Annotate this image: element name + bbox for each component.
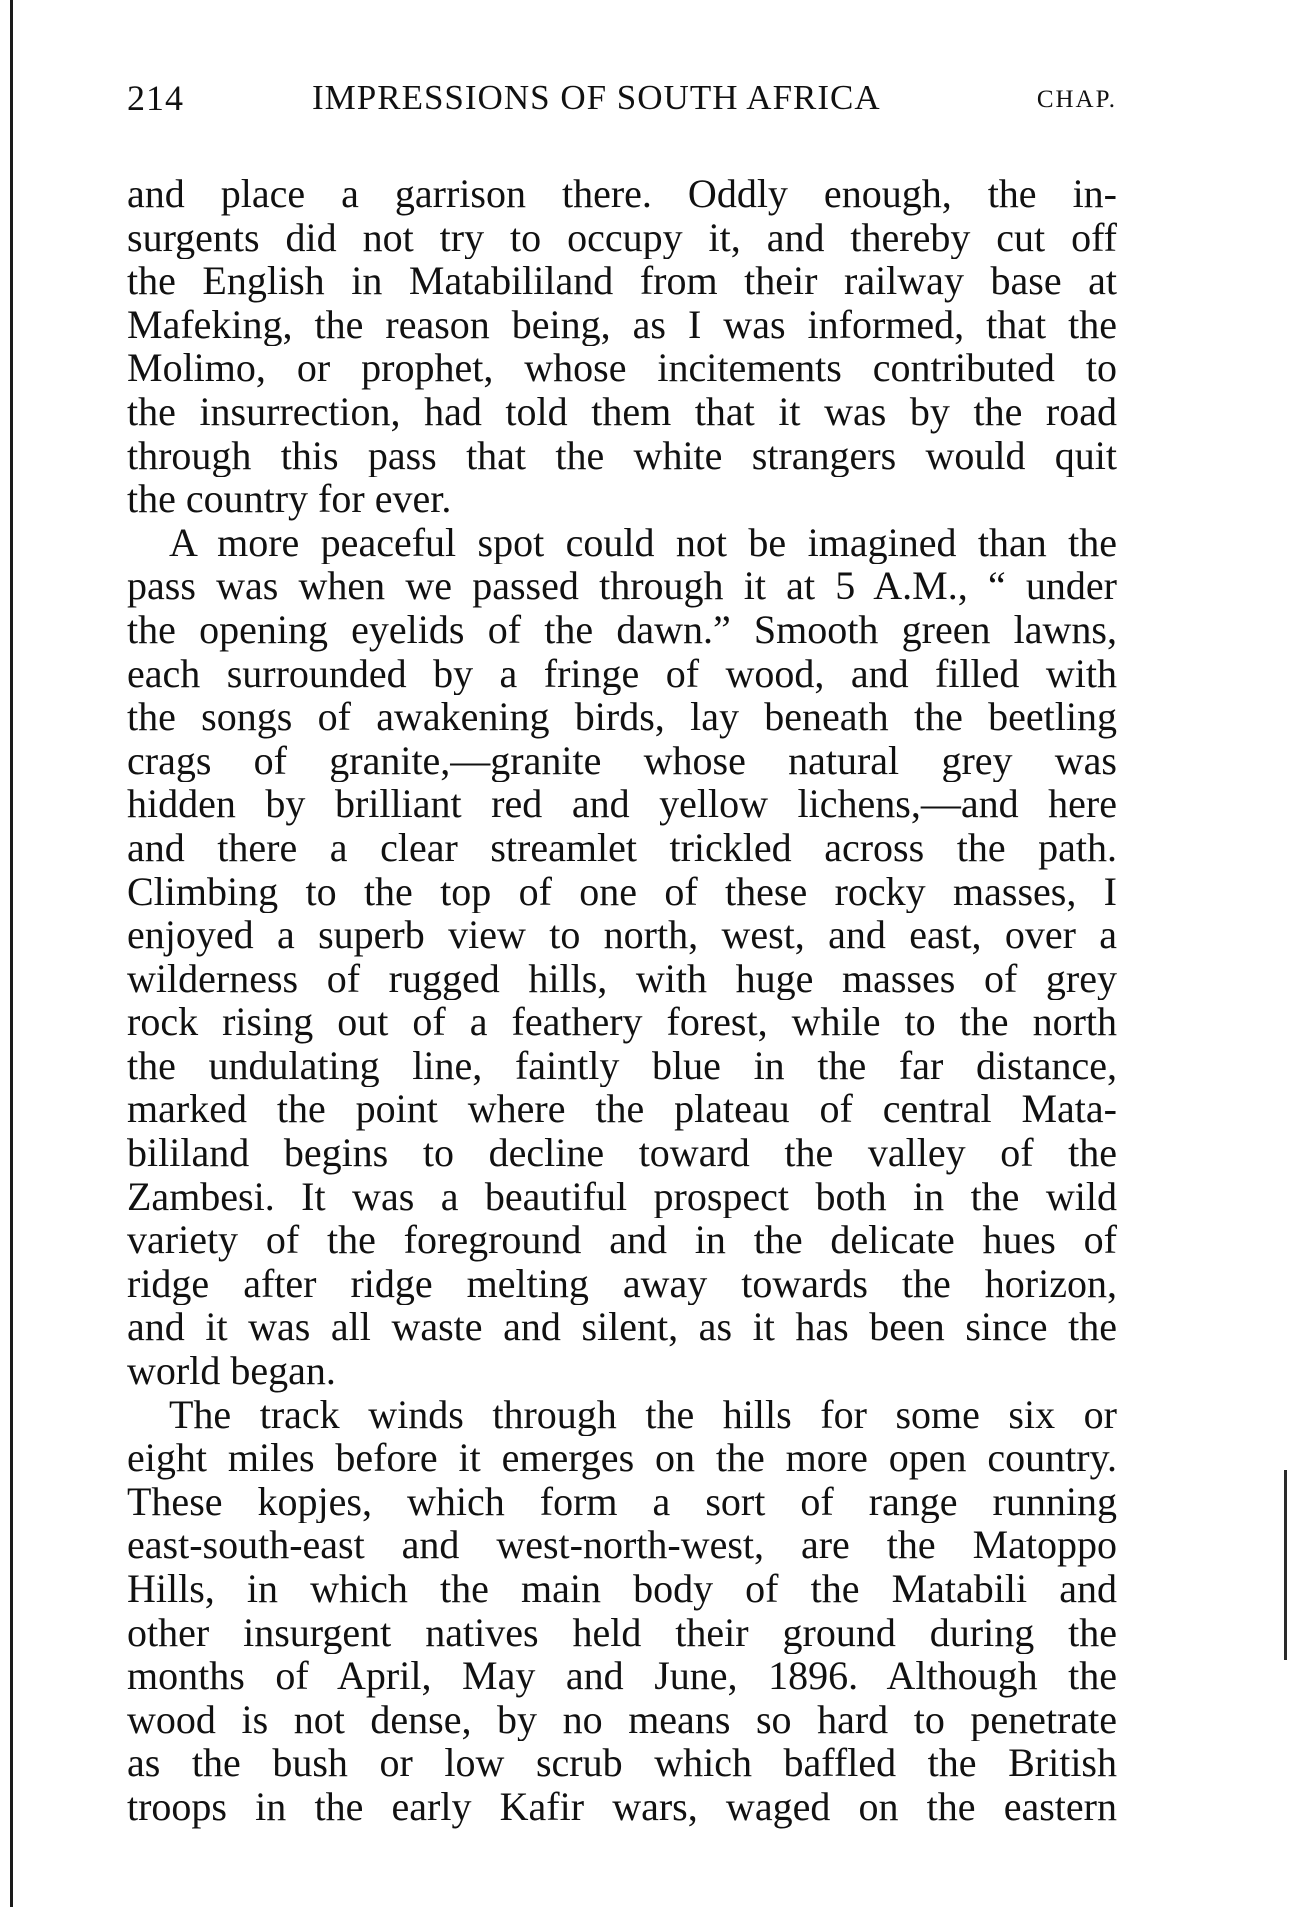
text-line: rock rising out of a feathery forest, while to the north	[127, 1000, 1117, 1044]
scan-edge-right	[1284, 1470, 1287, 1660]
text-line: bililand begins to decline toward the valley of the	[127, 1131, 1117, 1175]
text-line: and there a clear streamlet trickled across the path.	[127, 825, 1117, 870]
text-line: The track winds through the hills for some six or	[169, 1392, 1117, 1437]
text-line: the English in Matabililand from their railway base at	[127, 259, 1117, 303]
book-page	[127, 70, 1117, 1829]
text-line: enjoyed a superb view to north, west, and east, over a	[127, 913, 1117, 957]
text-line: the country for ever.	[127, 477, 452, 521]
text-line: variety of the foreground and in the delicate hues of	[127, 1218, 1117, 1262]
paragraph-2	[127, 521, 1117, 1393]
body-text	[127, 172, 1117, 1829]
text-line: as the bush or low scrub which baffled the British	[127, 1741, 1117, 1785]
text-line: and it was all waste and silent, as it has been since the	[127, 1305, 1117, 1350]
text-line: A more peaceful spot could not be imagined than the	[169, 520, 1117, 565]
chapter-mark: CHAP.	[1036, 86, 1117, 113]
text-line: world began.	[127, 1349, 336, 1393]
text-line: Hills, in which the main body of the Matabili and	[127, 1567, 1117, 1611]
text-line: other insurgent natives held their ground during the	[127, 1610, 1117, 1655]
text-line: each surrounded by a fringe of wood, and filled with	[127, 651, 1117, 696]
text-line: months of April, May and June, 1896. Although the	[127, 1654, 1117, 1698]
text-line: troops in the early Kafir wars, waged on the eastern	[127, 1784, 1117, 1829]
text-line: the insurrection, had told them that it was by the road	[127, 389, 1117, 434]
text-line: ridge after ridge melting away towards the horizon,	[127, 1261, 1117, 1306]
text-line: the opening eyelids of the dawn.” Smooth green lawns,	[127, 607, 1117, 652]
paragraph-3	[127, 1393, 1117, 1829]
text-line: the songs of awakening birds, lay beneath the beetling	[127, 695, 1117, 739]
text-line: east-south-east and west-north-west, are the Matoppo	[127, 1523, 1117, 1567]
scan-edge-left	[10, 0, 13, 1907]
page-number: 214	[127, 78, 184, 118]
text-line: Zambesi. It was a beautiful prospect both in the wild	[127, 1174, 1117, 1219]
text-line: the undulating line, faintly blue in the far distance,	[127, 1043, 1117, 1088]
text-line: through this pass that the white strangers would quit	[127, 433, 1117, 478]
running-title: IMPRESSIONS OF SOUTH AFRICA	[312, 78, 881, 117]
text-line: surgents did not try to occupy it, and thereby cut off	[127, 215, 1117, 260]
text-line: Climbing to the top of one of these rocky masses, I	[127, 869, 1117, 914]
text-line: Molimo, or prophet, whose incitements contributed to	[127, 346, 1117, 390]
text-line: These kopjes, which form a sort of range running	[127, 1479, 1117, 1524]
text-line: pass was when we passed through it at 5 A.M., “ under	[127, 564, 1117, 608]
text-line: crags of granite,—granite whose natural grey was	[127, 738, 1117, 783]
text-line: eight miles before it emerges on the more open country.	[127, 1436, 1117, 1480]
text-line: and place a garrison there. Oddly enough, the in-	[127, 172, 1117, 216]
text-line: marked the point where the plateau of central Mata-	[127, 1087, 1117, 1132]
text-line: Mafeking, the reason being, as I was informed, that the	[127, 302, 1117, 347]
text-line: wilderness of rugged hills, with huge masses of grey	[127, 956, 1117, 1001]
running-head	[127, 70, 1117, 126]
paragraph-1	[127, 172, 1117, 521]
text-line: wood is not dense, by no means so hard to penetrate	[127, 1697, 1117, 1742]
text-line: hidden by brilliant red and yellow lichens,—and here	[127, 782, 1117, 826]
